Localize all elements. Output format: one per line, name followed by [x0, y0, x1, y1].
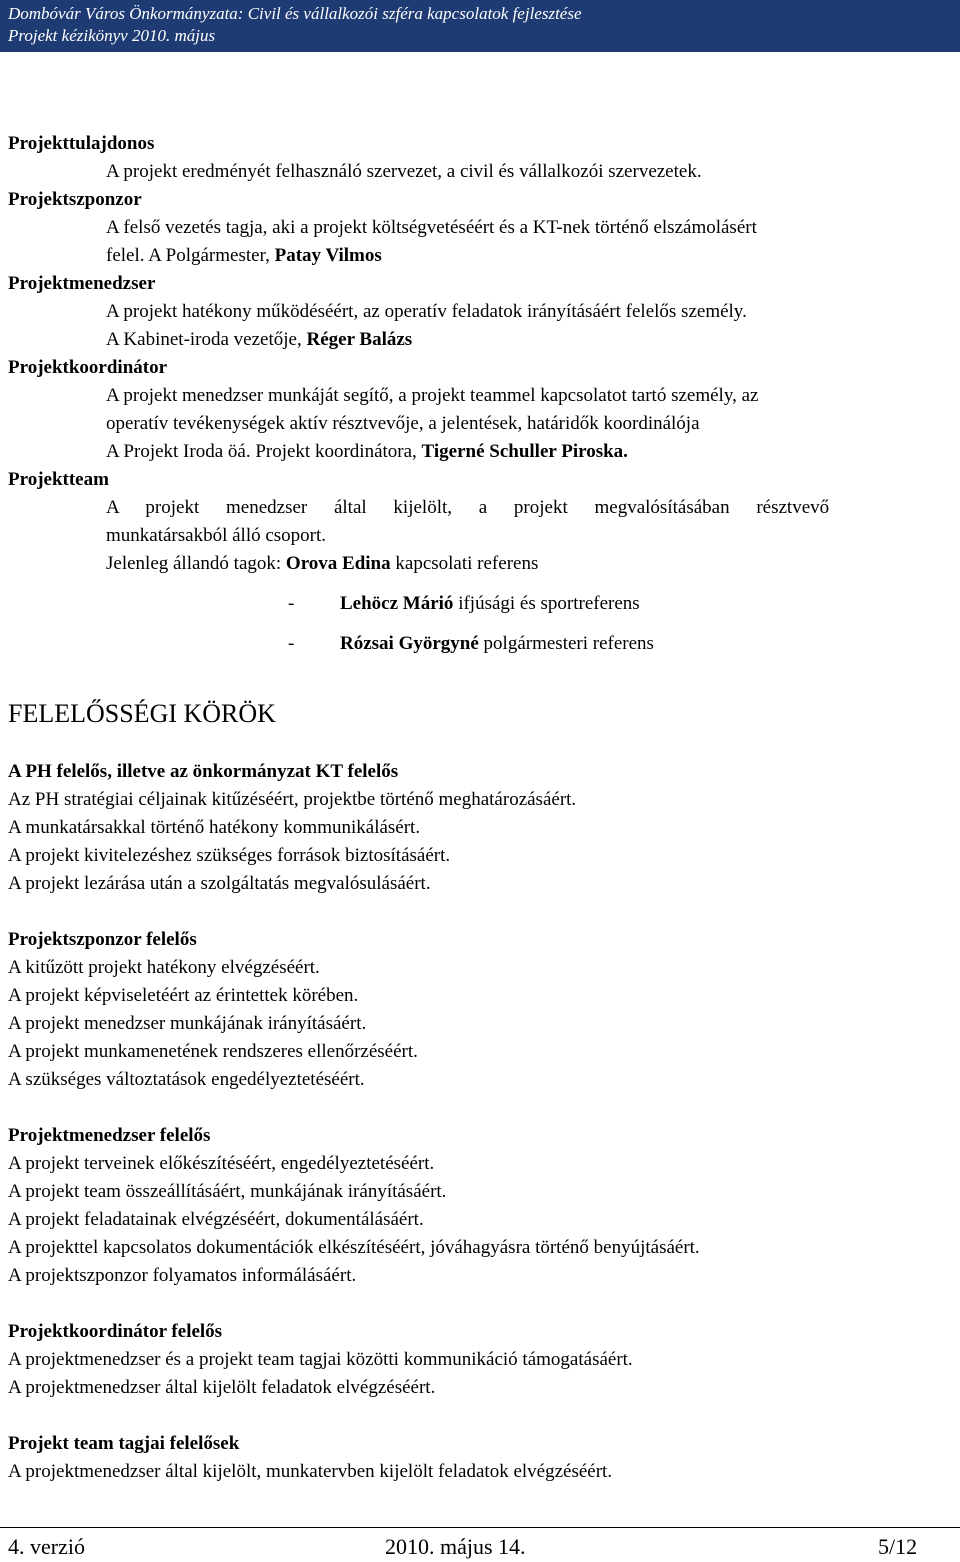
text-run: A Kabinet-iroda vezetője, — [106, 329, 307, 350]
block-line: A munkatársakkal történő hatékony kommunikálásért. — [8, 817, 421, 838]
block-line: A projektmenedzser által kijelölt feladatok elvégzéséért. — [8, 1377, 436, 1398]
footer-divider — [0, 1527, 960, 1528]
block-line: A projekttel kapcsolatos dokumentációk elkészítéséért, jóváhagyásra történő benyújtásáért. — [8, 1237, 700, 1258]
block-title: Projekt team tagjai felelősek — [8, 1433, 240, 1454]
person-name: Tigerné Schuller Piroska. — [421, 441, 628, 462]
role-desc-szponzor-2 — [106, 242, 382, 270]
block-line: A projekt kivitelezéshez szükséges források biztosításáért. — [8, 845, 451, 866]
person-name: Réger Balázs — [306, 329, 413, 350]
text-run: A Projekt Iroda öá. Projekt koordinátora, — [106, 441, 422, 462]
footer-version: 4. verzió — [8, 1534, 85, 1559]
text-run: felel. A Polgármester, — [106, 245, 275, 266]
role-desc-koordinator-1: A projekt menedzser munkáját segítő, a projekt teammel kapcsolatot tartó személy, az — [106, 385, 759, 406]
block-line: A projekt team összeállításáért, munkájának irányításáért. — [8, 1181, 447, 1202]
role-desc-szponzor-1: A felső vezetés tagja, aki a projekt költségvetéséért és a KT-nek történő elszámolásért — [106, 217, 757, 238]
footer-date: 2010. május 14. — [385, 1534, 526, 1559]
list-dash: - — [288, 633, 295, 654]
team-member-text — [340, 590, 640, 618]
role-desc-menedzser-1: A projekt hatékony működéséért, az operatív feladatok irányításáért felelős személy. — [106, 301, 747, 322]
person-name: Rózsai Györgyné — [340, 633, 479, 654]
block-line: A projektmenedzser és a projekt team tagjai közötti kommunikáció támogatásáért. — [8, 1349, 633, 1370]
block-line: A projekt lezárása után a szolgáltatás megvalósulásáért. — [8, 873, 431, 894]
block-title: Projektszponzor felelős — [8, 929, 197, 950]
person-name: Orova Edina — [285, 553, 391, 574]
block-line: A projekt képviseletéért az érintettek körében. — [8, 985, 359, 1006]
block-line: A szükséges változtatások engedélyeztetéséért. — [8, 1069, 365, 1090]
role-desc-team-3 — [106, 550, 538, 578]
member-role: polgármesteri referens — [478, 633, 654, 654]
role-title-menedzser: Projektmenedzser — [8, 273, 156, 294]
team-member — [288, 630, 294, 658]
role-title-team: Projektteam — [8, 469, 109, 490]
role-title-szponzor: Projektszponzor — [8, 189, 142, 210]
role-desc-koordinator-2: operatív tevékenységek aktív résztvevője, a jelentések, határidők koordinálója — [106, 413, 700, 434]
block-line: A projektszponzor folyamatos informálásáért. — [8, 1265, 357, 1286]
text-run: Jelenleg állandó tagok: — [106, 553, 286, 574]
section-title: FELELŐSSÉGI KÖRÖK — [8, 699, 276, 728]
block-line: A projekt munkamenetének rendszeres ellenőrzéséért. — [8, 1041, 418, 1062]
block-line: Az PH stratégiai céljainak kitűzéséért, projektbe történő meghatározásáért. — [8, 789, 577, 810]
role-desc-team-1: A projekt menedzser által kijelölt, a projekt megvalósításában résztvevő — [106, 497, 830, 518]
text-run: kapcsolati referens — [390, 553, 539, 574]
block-line: A projektmenedzser által kijelölt, munkatervben kijelölt feladatok elvégzéséért. — [8, 1461, 613, 1482]
person-name: Lehöcz Márió — [340, 593, 454, 614]
list-dash: - — [288, 593, 295, 614]
team-member-text — [340, 630, 654, 658]
block-title: Projektkoordinátor felelős — [8, 1321, 223, 1342]
role-desc-menedzser-2 — [106, 326, 412, 354]
block-title: Projektmenedzser felelős — [8, 1125, 211, 1146]
block-line: A projekt terveinek előkészítéséért, engedélyeztetéséért. — [8, 1153, 435, 1174]
block-line: A projekt menedzser munkájának irányításáért. — [8, 1013, 367, 1034]
header-title: Dombóvár Város Önkormányzata: Civil és vállalkozói szféra kapcsolatok fejlesztése — [8, 4, 582, 23]
team-member — [288, 590, 294, 618]
page-header — [0, 0, 960, 52]
role-title-koordinator: Projektkoordinátor — [8, 357, 168, 378]
block-line: A projekt feladatainak elvégzéséért, dokumentálásáért. — [8, 1209, 424, 1230]
block-title: A PH felelős, illetve az önkormányzat KT felelős — [8, 761, 399, 782]
role-title-tulajdonos: Projekttulajdonos — [8, 133, 155, 154]
role-desc-tulajdonos: A projekt eredményét felhasználó szervezet, a civil és vállalkozói szervezetek. — [106, 161, 702, 182]
person-name: Patay Vilmos — [274, 245, 382, 266]
member-role: ifjúsági és sportreferens — [453, 593, 640, 614]
header-subtitle: Projekt kézikönyv 2010. május — [8, 26, 216, 45]
footer-page-number: 5/12 — [878, 1534, 918, 1559]
block-line: A kitűzött projekt hatékony elvégzéséért. — [8, 957, 320, 978]
role-desc-team-2: munkatársakból álló csoport. — [106, 525, 327, 546]
role-desc-koordinator-3 — [106, 438, 628, 466]
